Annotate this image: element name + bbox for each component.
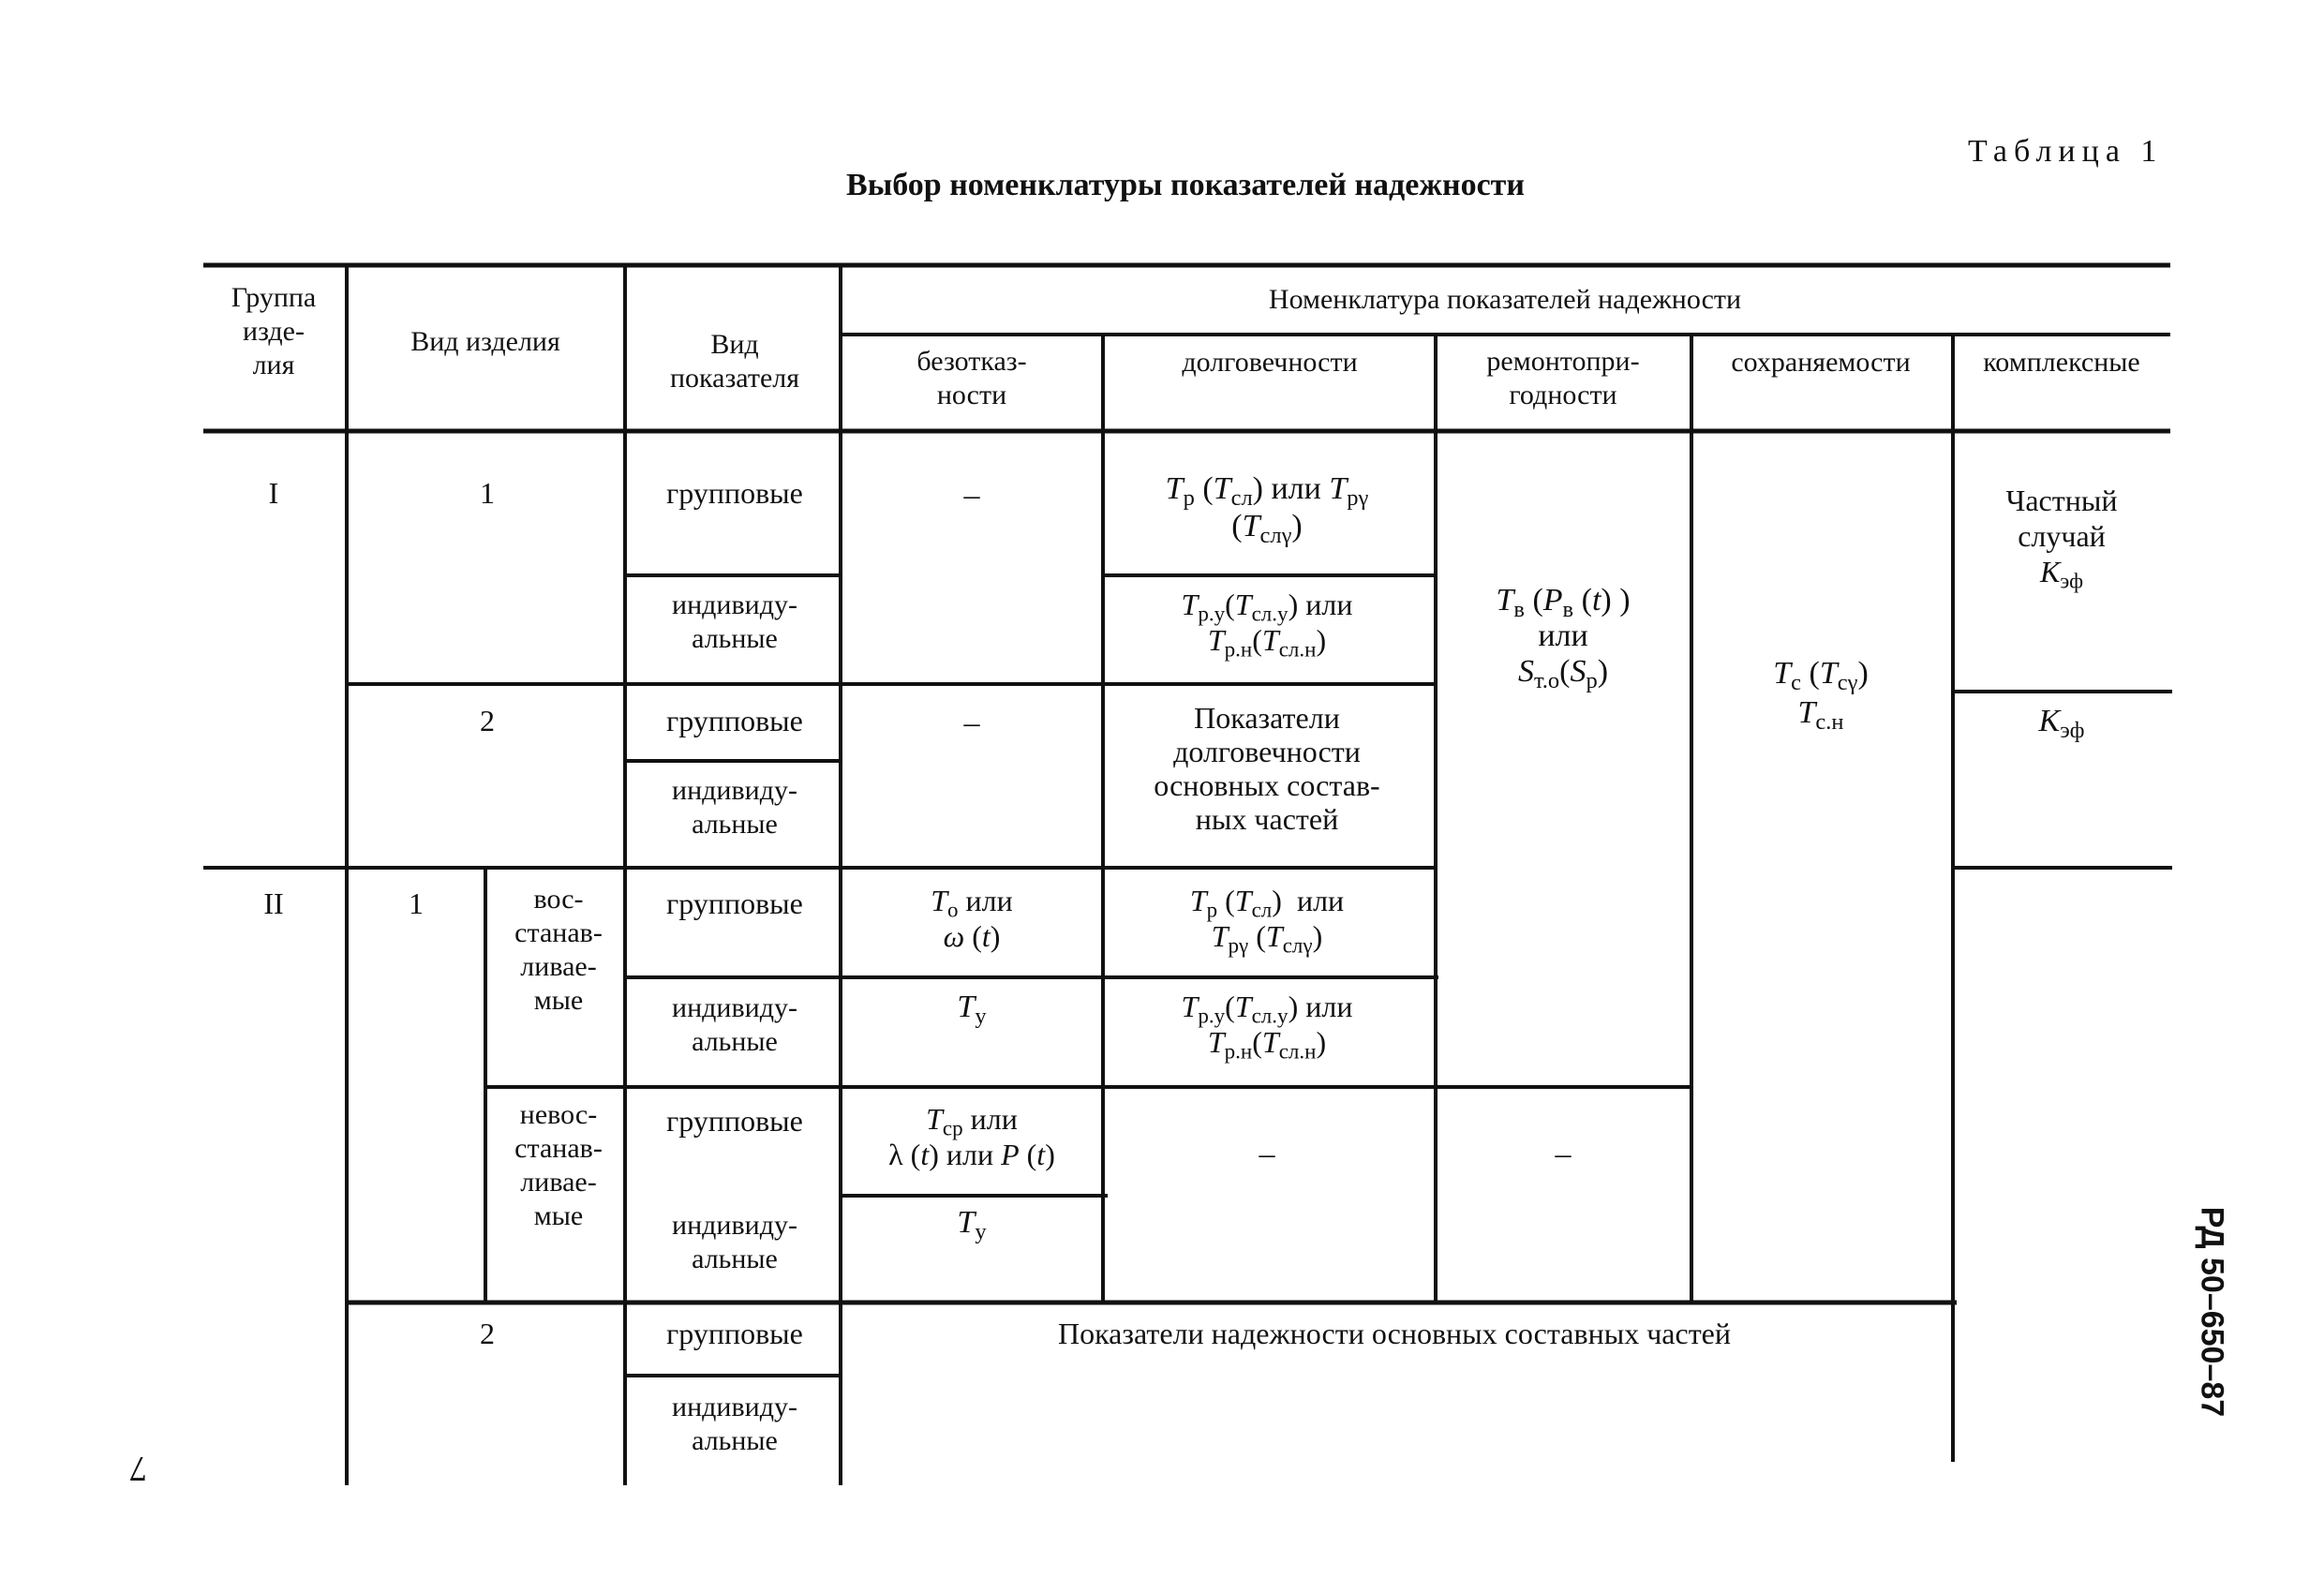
reliability-cell-5: $T_{ср}$ или λ (t) или P (t) (888, 1102, 1055, 1171)
maintainability-cell: $T_в$ ($P_в$ (t) ) или $S_{т.о}(S_р)$ (1496, 583, 1631, 693)
storability-cell: $T_с$ $(T_{с\gamma})$ $T_{с.н}$ (1773, 656, 1869, 735)
complex-cell-2: $K_{эф}$ (2038, 704, 2085, 743)
indicator-group-5: групповые (666, 1317, 803, 1350)
reliability-dash-1: – (963, 478, 980, 513)
reliability-cell-4: $T_у$ (957, 990, 987, 1029)
indicator-individual-2: индивиду- альные (672, 775, 797, 840)
header-durability: долговечности (1182, 347, 1358, 378)
header-group: Группа изде- лия (231, 282, 317, 380)
indicator-individual-3: индивиду- альные (672, 992, 797, 1057)
reliability-dash-2: – (963, 706, 980, 740)
indicator-individual-1: индивиду- альные (672, 589, 797, 654)
header-maintainability: ремонтопри- годности (1486, 346, 1640, 410)
complex-cell-1: Частный случай $K_{эф}$ (2005, 484, 2118, 593)
durability-main-parts: Показатели долговечности основных состав- ных частей (1154, 701, 1380, 836)
indicator-individual-5: индивиду- альные (672, 1392, 797, 1456)
indicator-group-4: групповые (666, 1104, 803, 1138)
indicator-individual-4: индивиду- альные (672, 1210, 797, 1274)
durability-dash: – (1259, 1137, 1275, 1171)
header-storability: сохраняемости (1731, 347, 1911, 378)
reliability-cell-6: $T_у$ (957, 1205, 987, 1244)
non-restorable-label: невос- станав- ливае- мые (514, 1099, 603, 1231)
header-nomenclature: Номенклатура показателей надежности (1268, 284, 1742, 315)
page-number: 7 (129, 1449, 147, 1488)
table-label: Таблица 1 (1968, 134, 2164, 169)
group-1-label: I (268, 476, 279, 510)
maintainability-dash: – (1555, 1137, 1572, 1171)
header-item-type: Вид изделия (410, 326, 560, 357)
table-title: Выбор номенклатуры показателей надежности (846, 168, 1525, 202)
item-type-4: 2 (480, 1317, 495, 1350)
item-type-3: 1 (409, 886, 424, 920)
durability-cell-4: $T_{р.у}(T_{сл.у})$ или $T_{р.н}(T_{сл.н})$ (1181, 990, 1353, 1064)
document-code: РД 50–650–87 (2194, 1206, 2230, 1418)
indicator-group-1: групповые (666, 476, 803, 510)
reliability-main-parts: Показатели надежности основных составных частей (1057, 1317, 1732, 1350)
durability-cell-1: $T_р$ $(T_{сл})$ или $T_{р\gamma}$ $(T_{сл\gamma})$ (1165, 471, 1369, 548)
restorable-label: вос- станав- ливае- мые (514, 884, 603, 1016)
indicator-group-2: групповые (666, 704, 803, 737)
reliability-cell-3: $T_о$ или ω (t) (931, 884, 1013, 953)
durability-cell-2: $T_{р.у}(T_{сл.у})$ или $T_{р.н}(T_{сл.н})$ (1181, 588, 1353, 662)
header-indicator-type: Вид показателя (669, 329, 800, 394)
header-complex: комплексные (1983, 347, 2140, 378)
item-type-1: 1 (480, 476, 495, 510)
indicator-group-3: групповые (666, 886, 803, 920)
header-reliability: безотказ- ности (916, 346, 1027, 410)
item-type-2: 2 (480, 704, 495, 737)
group-2-label: II (263, 886, 284, 920)
durability-cell-3: $T_р$ $(T_{сл})$ или $T_{р\gamma}$ $(T_{сл\gamma})$ (1189, 884, 1345, 958)
